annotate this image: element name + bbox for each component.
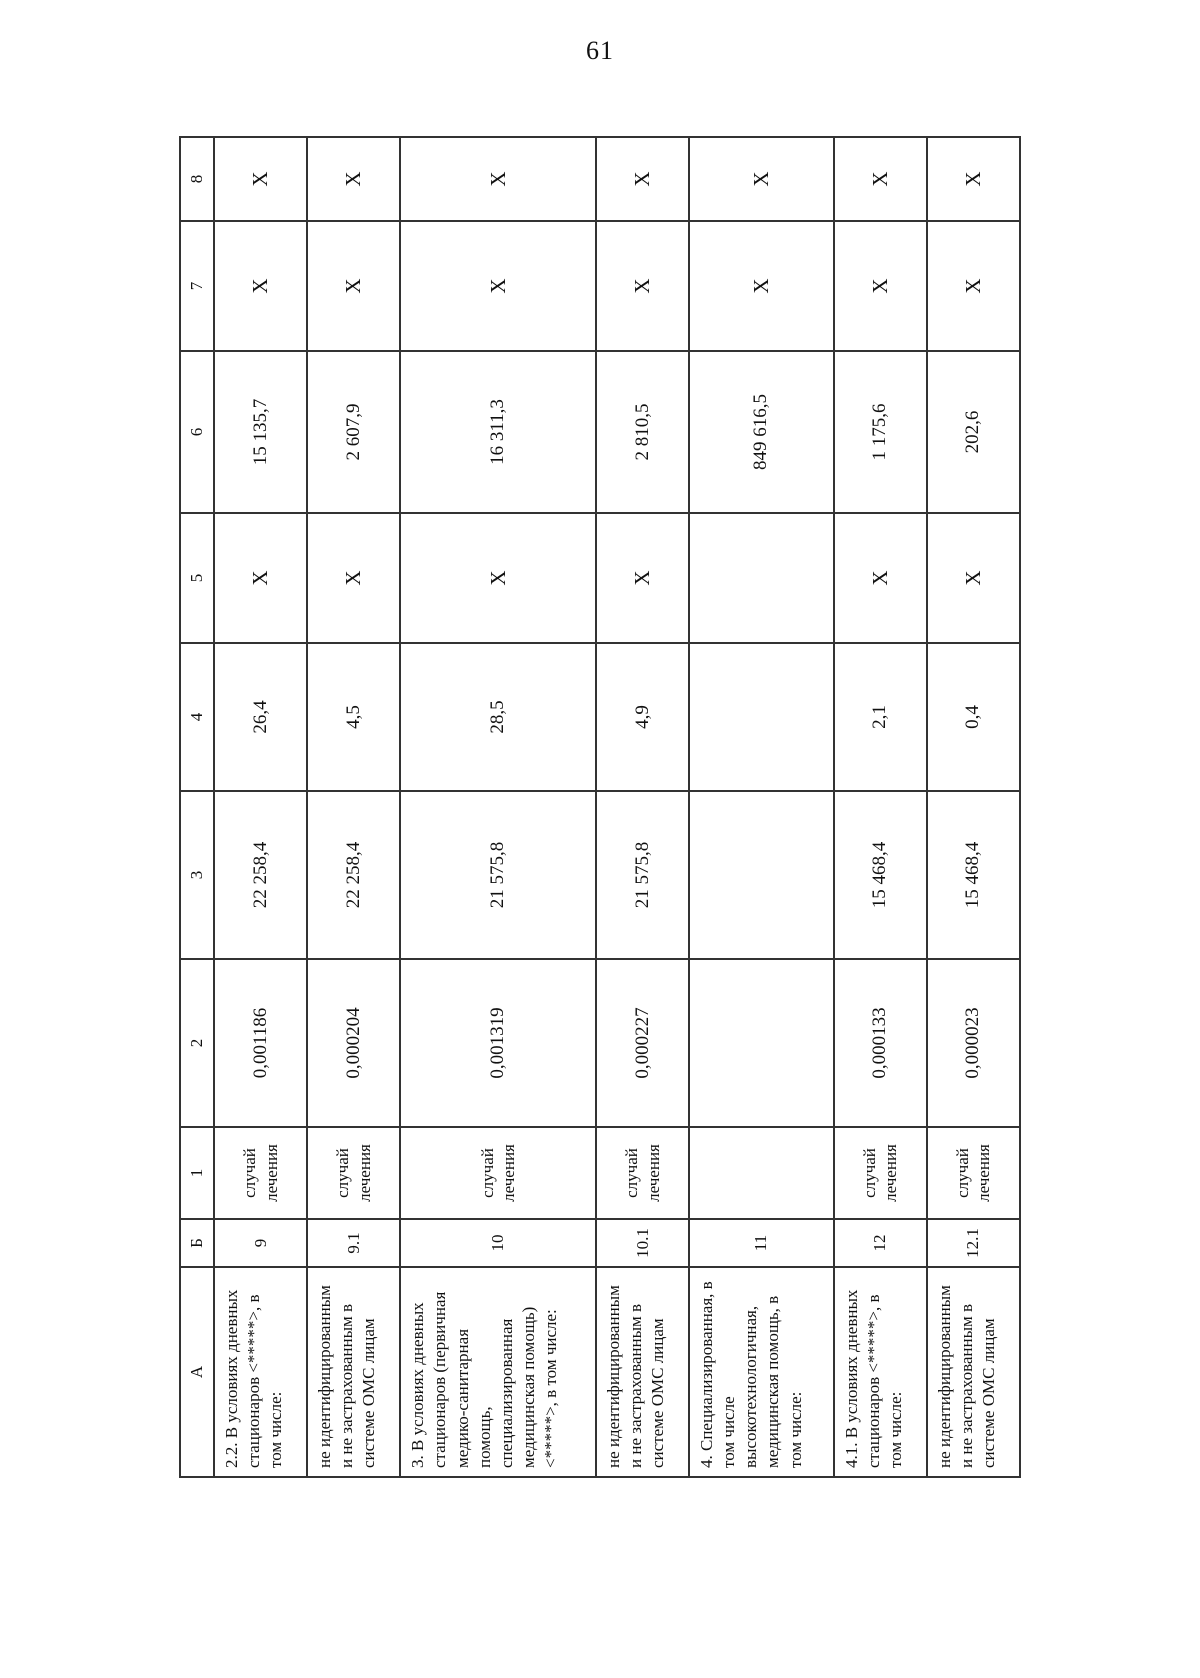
table-row (400, 137, 596, 1477)
cell-col-3: 21 575,8 (400, 791, 596, 959)
cell-description: 4.1. В условиях дневных стационаров <*****>, в том числе: (834, 1267, 927, 1477)
cell-row-code: 10.1 (596, 1219, 689, 1267)
cell-col-8: X (689, 137, 833, 221)
cell-description: не идентифицированным и не застрахованным в системе ОМС лицам (927, 1267, 1020, 1477)
cell-col-7: X (927, 221, 1020, 351)
col-header-6: 6 (180, 351, 214, 513)
cell-col-4: 2,1 (834, 643, 927, 791)
table-row (307, 137, 400, 1477)
cell-col-7: X (307, 221, 400, 351)
cell-col-4 (689, 643, 833, 791)
col-header-8: 8 (180, 137, 214, 221)
table-row (689, 137, 833, 1477)
cell-col-2: 0,000227 (596, 959, 689, 1127)
cell-col-8: X (400, 137, 596, 221)
cell-row-code: 11 (689, 1219, 833, 1267)
cell-row-code: 12 (834, 1219, 927, 1267)
col-header-4: 4 (180, 643, 214, 791)
table-row (834, 137, 927, 1477)
cell-col-5: X (400, 513, 596, 643)
cell-col-5: X (214, 513, 307, 643)
col-header-a: А (180, 1267, 214, 1477)
cell-col-2: 0,000204 (307, 959, 400, 1127)
col-header-3: 3 (180, 791, 214, 959)
cell-description: не идентифицированным и не застрахованным в системе ОМС лицам (307, 1267, 400, 1477)
data-table (179, 136, 1021, 1478)
cell-col-7: X (689, 221, 833, 351)
cell-col-8: X (307, 137, 400, 221)
col-header-1: 1 (180, 1127, 214, 1219)
cell-col-6: 1 175,6 (834, 351, 927, 513)
cell-row-code: 12.1 (927, 1219, 1020, 1267)
cell-description: не идентифицированным и не застрахованным в системе ОМС лицам (596, 1267, 689, 1477)
cell-col-3: 15 468,4 (927, 791, 1020, 959)
cell-unit: случай лечения (214, 1127, 307, 1219)
cell-col-4: 26,4 (214, 643, 307, 791)
table-row (927, 137, 1020, 1477)
cell-col-6: 2 810,5 (596, 351, 689, 513)
cell-unit: случай лечения (927, 1127, 1020, 1219)
cell-col-3: 22 258,4 (307, 791, 400, 959)
cell-col-6: 16 311,3 (400, 351, 596, 513)
cell-col-2: 0,000133 (834, 959, 927, 1127)
cell-col-5: X (834, 513, 927, 643)
col-header-5: 5 (180, 513, 214, 643)
cell-col-5 (689, 513, 833, 643)
cell-col-8: X (596, 137, 689, 221)
cell-description: 2.2. В условиях дневных стационаров <*****>, в том числе: (214, 1267, 307, 1477)
cell-col-6: 2 607,9 (307, 351, 400, 513)
cell-description: 4. Специализированная, в том числе высокотехнологичная, медицинская помощь, в том числе: (689, 1267, 833, 1477)
cell-col-6: 849 616,5 (689, 351, 833, 513)
page-number: 61 (586, 36, 614, 65)
cell-unit: случай лечения (596, 1127, 689, 1219)
cell-col-6: 202,6 (927, 351, 1020, 513)
cell-col-5: X (927, 513, 1020, 643)
cell-unit: случай лечения (834, 1127, 927, 1219)
cell-unit: случай лечения (307, 1127, 400, 1219)
cell-col-2 (689, 959, 833, 1127)
cell-col-7: X (400, 221, 596, 351)
header-row (180, 137, 214, 1477)
cell-col-3: 22 258,4 (214, 791, 307, 959)
cell-col-7: X (834, 221, 927, 351)
cell-col-8: X (214, 137, 307, 221)
cell-col-3: 15 468,4 (834, 791, 927, 959)
table-row (214, 137, 307, 1477)
col-header-b: Б (180, 1219, 214, 1267)
cell-col-7: X (214, 221, 307, 351)
rotated-table-wrapper (179, 138, 1021, 1478)
cell-col-4: 4,5 (307, 643, 400, 791)
cell-col-5: X (307, 513, 400, 643)
cell-col-8: X (927, 137, 1020, 221)
table-row (596, 137, 689, 1477)
cell-col-5: X (596, 513, 689, 643)
cell-col-2: 0,001319 (400, 959, 596, 1127)
cell-description: 3. В условиях дневных стационаров (первичная медико-санитарная помощь, специализированная медицинская помощь) <*****>, в том числе: (400, 1267, 596, 1477)
cell-col-3: 21 575,8 (596, 791, 689, 959)
cell-col-8: X (834, 137, 927, 221)
cell-row-code: 10 (400, 1219, 596, 1267)
cell-col-2: 0,000023 (927, 959, 1020, 1127)
cell-col-2: 0,001186 (214, 959, 307, 1127)
cell-col-3 (689, 791, 833, 959)
cell-col-4: 0,4 (927, 643, 1020, 791)
cell-unit: случай лечения (400, 1127, 596, 1219)
col-header-7: 7 (180, 221, 214, 351)
cell-row-code: 9 (214, 1219, 307, 1267)
cell-col-7: X (596, 221, 689, 351)
cell-col-6: 15 135,7 (214, 351, 307, 513)
col-header-2: 2 (180, 959, 214, 1127)
cell-col-4: 28,5 (400, 643, 596, 791)
cell-unit (689, 1127, 833, 1219)
cell-col-4: 4,9 (596, 643, 689, 791)
cell-row-code: 9.1 (307, 1219, 400, 1267)
